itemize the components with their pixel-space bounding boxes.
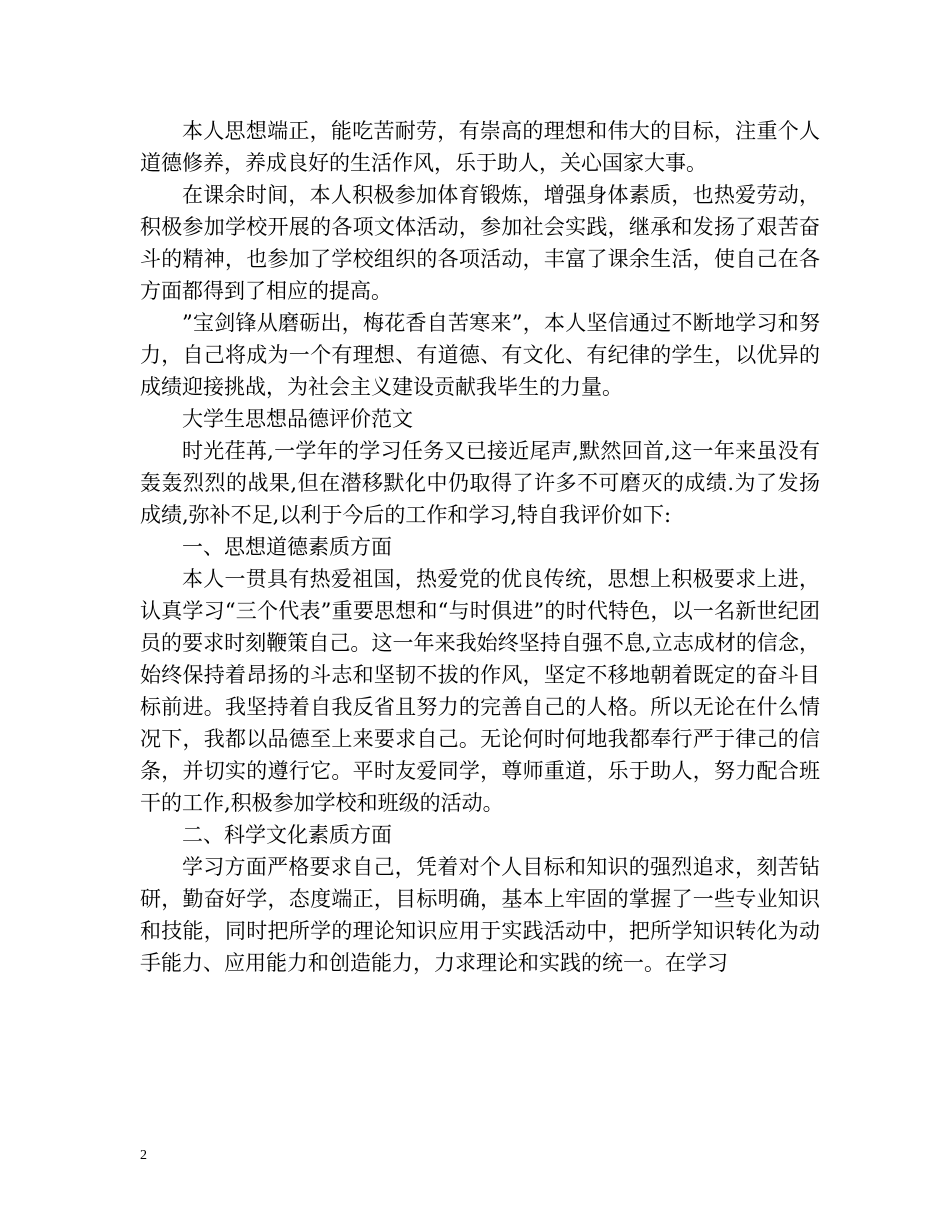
paragraph-study: 学习方面严格要求自己，凭着对个人目标和知识的强烈追求，刻苦钻研，勤奋好学，态度端正，目标明确，基本上牢固的掌握了一些专业知识和技能，同时把所学的理论知识应用于实践活动中，把所学知识转化为动手能力、应用能力和创造能力，力求理论和实践的统一。在学习 — [140, 855, 820, 975]
page-number: 2 — [140, 1148, 147, 1163]
heading-science-culture: 二、科学文化素质方面 — [182, 823, 392, 847]
section-title: 大学生思想品德评价范文 — [182, 407, 413, 431]
paragraph-extracurricular: 在课余时间，本人积极参加体育锻炼，增强身体素质，也热爱劳动，积极参加学校开展的各项文体活动，参加社会实践，继承和发扬了艰苦奋斗的精神，也参加了学校组织的各项活动，丰富了课余生活，使自己在各方面都得到了相应的提高。 — [140, 183, 820, 303]
paragraph-intro: 时光荏苒,一学年的学习任务又已接近尾声,默然回首,这一年来虽没有轰轰烈烈的战果,但在潜移默化中仍取得了许多不可磨灭的成绩.为了发扬成绩,弥补不足,以利于今后的工作和学习,特自我评价如下: — [140, 439, 820, 527]
document-body — [140, 115, 820, 979]
paragraph-moral-quality: 本人一贯具有热爱祖国，热爱党的优良传统，思想上积极要求上进，认真学习“三个代表”重要思想和“与时俱进”的时代特色，以一名新世纪团员的要求时刻鞭策自己。这一年来我始终坚持自强不息,立志成材的信念，始终保持着昂扬的斗志和坚韧不拔的作风，坚定不移地朝着既定的奋斗目标前进。我坚持着自我反省且努力的完善自己的人格。所以无论在什么情况下，我都以品德至上来要求自己。无论何时何地我都奉行严于律己的信条，并切实的遵行它。平时友爱同学，尊师重道，乐于助人，努力配合班干的工作,积极参加学校和班级的活动。 — [140, 567, 820, 815]
paragraph-moral-character: 本人思想端正，能吃苦耐劳，有崇高的理想和伟大的目标，注重个人道德修养，养成良好的生活作风，乐于助人，关心国家大事。 — [140, 119, 820, 175]
paragraph-motto: ”宝剑锋从磨砺出，梅花香自苦寒来”，本人坚信通过不断地学习和努力，自己将成为一个有理想、有道德、有文化、有纪律的学生，以优异的成绩迎接挑战，为社会主义建设贡献我毕生的力量。 — [140, 311, 820, 399]
heading-moral-quality: 一、思想道德素质方面 — [182, 535, 392, 559]
